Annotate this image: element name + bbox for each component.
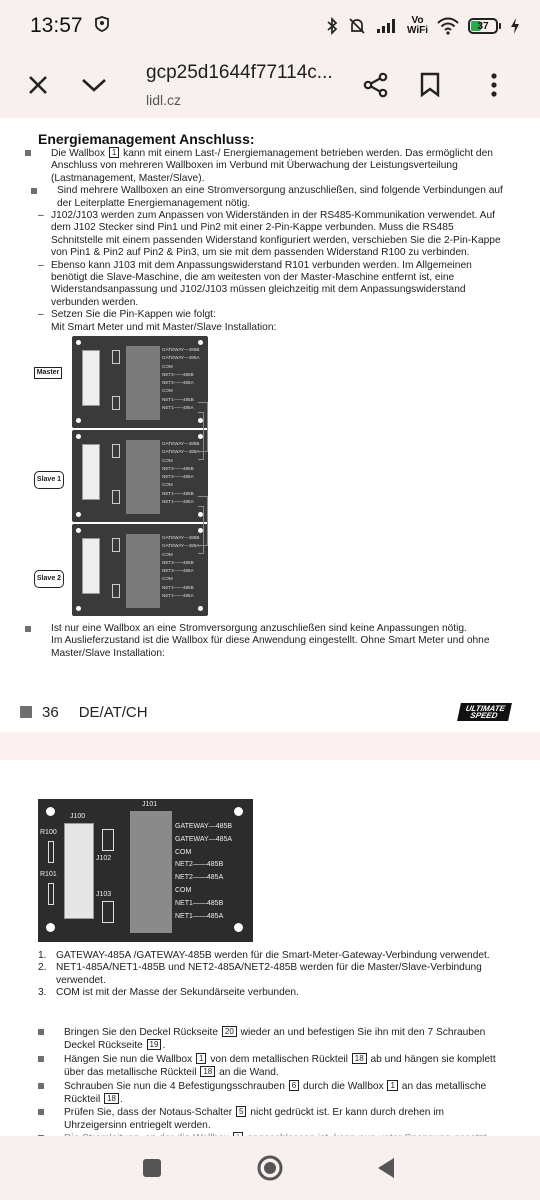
system-nav-bar	[0, 1136, 540, 1200]
footer-marker	[20, 706, 32, 718]
step-cover: Bringen Sie den Deckel Rückseite 20 wieder an und befestigen Sie ihn mit den 7 Schrauben Deckel Rückseite 19 .	[51, 1026, 508, 1053]
term: COM	[162, 363, 173, 369]
term: GATEWAY—485B	[175, 823, 233, 830]
close-icon	[26, 73, 50, 97]
term: GATEWAY—485A	[175, 835, 233, 843]
term: GATEWAY—485A	[162, 449, 200, 455]
list-item	[38, 950, 508, 962]
term: NET1——485B	[162, 490, 194, 496]
home-circle-icon	[256, 1154, 284, 1182]
board-label-master: Master	[34, 367, 62, 379]
term: NET1——485A	[162, 405, 194, 411]
text: nicht gedrückt ist. Er kann durch drehen im Uhrzeigersinn entriegelt werden.	[64, 1107, 444, 1131]
wire-master-slave1-b	[198, 412, 204, 460]
page-footer	[20, 702, 520, 722]
list-text: NET1-485A/NET1-485B und NET2-485A/NET2-485B werden für die Master/Slave-Verbindung verwendet.	[56, 962, 482, 986]
master-slave-diagram	[34, 336, 224, 616]
term: COM	[175, 848, 192, 856]
recents-square-icon	[141, 1157, 163, 1179]
more-options-button[interactable]	[469, 60, 519, 110]
section-single-wallbox	[38, 623, 508, 660]
document-page-36	[0, 118, 540, 732]
term: GATEWAY—485A	[162, 543, 200, 549]
ultimate-speed-logo	[457, 703, 512, 721]
bluetooth-icon	[326, 17, 338, 35]
label-j101: J101	[142, 801, 158, 808]
term: GATEWAY—485A	[162, 355, 200, 361]
paragraph-single-wallbox: Ist nur eine Wallbox an eine Stromversorgung anzuschließen sind keine Anpassungen nötig.	[38, 623, 508, 635]
text: an die Wand.	[219, 1067, 279, 1079]
page-url: lidl.cz	[146, 92, 182, 108]
terminal-labels	[162, 440, 199, 506]
ref-number: 18	[200, 1066, 215, 1077]
paragraph-multiple-wallboxes: Sind mehrere Wallboxen an eine Stromversorgung anzuschließen, sind folgende Verbindungen auf der Leiterplatte Energiemanagement nötig.	[44, 185, 508, 210]
document-page-37	[0, 760, 540, 1136]
circuit-board-detail	[38, 799, 253, 942]
circuit-board-slave-2	[72, 524, 208, 616]
back-triangle-icon	[375, 1156, 397, 1180]
term: COM	[162, 576, 173, 582]
term: NET2——485B	[162, 559, 194, 565]
paragraph-wallbox-intro	[38, 147, 508, 185]
ref-number: 20	[222, 1026, 237, 1037]
term: COM	[175, 886, 192, 894]
term: NET2——485A	[175, 874, 224, 882]
list-text: GATEWAY-485A /GATEWAY-485B werden für die Smart-Meter-Gateway-Verbindung verwendet.	[56, 950, 490, 961]
term: NET1——485A	[162, 593, 194, 599]
share-button[interactable]	[351, 60, 401, 110]
board-label-slave-2: Slave 2	[34, 570, 64, 588]
logo-text-top: ULTIMATE	[464, 704, 506, 713]
status-bar	[0, 0, 540, 52]
ref-number: 6	[289, 1080, 299, 1091]
status-time: 13:57	[30, 14, 83, 37]
text: durch die Wallbox	[303, 1080, 384, 1092]
j101-terminal-block	[130, 811, 172, 933]
more-vert-icon	[490, 72, 498, 98]
paragraph-factory-setting: Im Auslieferzustand ist die Wallbox für diese Anwendung eingestellt. Ohne Smart Meter und ohne Master/Slave Installation:	[51, 635, 490, 659]
term: GATEWAY—485B	[162, 347, 200, 352]
term: COM	[162, 388, 173, 394]
text: von dem metallischen Rückteil	[210, 1053, 348, 1065]
recents-button[interactable]	[132, 1148, 172, 1188]
label-r101: R101	[40, 871, 57, 878]
section-energy-management	[38, 131, 508, 334]
mute-icon	[347, 17, 367, 35]
step-screws: Schrauben Sie nun die 4 Befestigungsschrauben 6 durch die Wallbox 1 an das metallische Rückteil 18 .	[51, 1080, 508, 1107]
paragraph-r101: – Ebenso kann J103 mit dem Anpassungswiderstand R101 verbunden werden. Im Allgemeinen benötigt die Slave-Maschine, die am weitesten von der Master-Maschine entfernt ist, eine Widerstandsanpassung und J102/J103 müssen gleichzeitig mit dem Anpassungswiderstand verbunden werden.	[38, 260, 508, 310]
numbered-list	[38, 950, 508, 1000]
battery-icon	[468, 18, 501, 34]
home-button[interactable]	[250, 1148, 290, 1188]
text: Die Wallbox	[51, 148, 105, 159]
term: NET1——485B	[162, 396, 194, 402]
minimize-button[interactable]	[69, 60, 119, 110]
list-item	[38, 987, 508, 999]
text: Prüfen Sie, dass der Notaus-Schalter	[64, 1107, 233, 1119]
list-number: 2.	[38, 962, 47, 974]
step-hang-wallbox	[51, 1053, 508, 1080]
wire-slave1-slave2-b	[198, 506, 204, 554]
term: NET2——485B	[175, 861, 224, 869]
j100-connector	[64, 823, 94, 919]
label-j100: J100	[70, 813, 86, 820]
wifi-icon	[437, 17, 459, 35]
text: wieder an und befestigen Sie ihn mit den 7 Schrauben Deckel Rückseite	[64, 1027, 486, 1052]
terminal-labels	[162, 534, 199, 600]
term: NET1——485B	[162, 584, 194, 590]
term: NET2——485A	[162, 474, 194, 480]
term: NET1——485B	[175, 899, 224, 907]
terminal-labels	[162, 346, 199, 412]
region-code: DE/AT/CH	[78, 703, 148, 721]
board-label-slave-1: Slave 1	[34, 471, 64, 489]
page-number: 36	[42, 703, 59, 721]
page-gap	[0, 732, 540, 760]
signal-icon	[376, 18, 398, 34]
term: NET1——485A	[175, 912, 224, 920]
close-button[interactable]	[13, 60, 63, 110]
term: GATEWAY—485B	[162, 441, 200, 446]
list-item	[38, 962, 508, 987]
term: COM	[162, 551, 173, 557]
r100-resistor	[48, 841, 54, 863]
term: NET2——485B	[162, 371, 194, 377]
text: Bringen Sie den Deckel Rückseite	[64, 1027, 219, 1038]
term: COM	[162, 457, 173, 463]
vowifi-indicator	[407, 16, 428, 36]
ref-number: 1	[109, 147, 119, 158]
term: NET2——485A	[162, 380, 194, 386]
j102-jumper	[102, 829, 114, 851]
list-number: 1.	[38, 950, 47, 961]
installation-steps	[38, 1026, 508, 1146]
bookmark-button[interactable]	[405, 60, 455, 110]
ref-number: 19	[147, 1039, 162, 1050]
page-title: gcp25d1644f77114c...	[146, 62, 333, 83]
ref-number: 5	[236, 1106, 246, 1117]
share-icon	[363, 72, 389, 98]
label-r100: R100	[40, 829, 57, 836]
battery-level: 37	[477, 20, 489, 32]
term: COM	[162, 482, 173, 488]
r101-resistor	[48, 883, 54, 905]
text: an das metallische Rückteil	[64, 1080, 487, 1106]
status-icons	[326, 16, 520, 36]
term: GATEWAY—485B	[162, 535, 200, 540]
logo-text-bottom: SPEED	[469, 711, 499, 720]
paragraph-j102-j103: – J102/J103 werden zum Anpassen von Widerständen in der RS485-Kommunikation verwendet. Auf dem J102 Stecker sind Pin1 und Pin2 mit einer 2-Pin-Kappe verbunden. Muss die RS485 Schnitstelle mit einem passenden Widerstand konfiguriert werden, verschieben Sie die 2-Pin-Kappe von Pin1 & Pin2 auf Pin2 & Pin3, um sie mit dem passenden Widerstand R100 zu verbinden.	[38, 210, 508, 260]
text: Hängen Sie nun die Wallbox	[64, 1053, 193, 1065]
term: NET1——485A	[162, 499, 194, 505]
ref-number: 18	[104, 1093, 119, 1104]
text: kann mit einem Last-/ Energiemanagement betrieben werden. Das ermöglicht den Anschluss von mehreren Wallboxen im Verbund mit Überwachung der Leistungsverteilung (Lastmanagement, Master/Slave).	[51, 148, 493, 184]
circuit-board-slave-1	[72, 430, 208, 522]
text: Schrauben Sie nun die 4 Befestigungsschrauben	[64, 1080, 285, 1092]
label-j103: J103	[96, 891, 112, 898]
list-number: 3.	[38, 987, 47, 999]
app-notification-icon	[93, 15, 111, 38]
terminal-labels	[175, 821, 232, 923]
browser-toolbar	[0, 52, 540, 118]
list-text: COM ist mit der Masse der Sekundärseite verbunden.	[56, 987, 299, 999]
page-title-block[interactable]	[146, 62, 331, 108]
text: ab und hängen sie komplett über das metallische Rückteil	[64, 1053, 496, 1079]
step-emergency-switch	[51, 1106, 508, 1132]
circuit-board-master	[72, 336, 208, 428]
vowifi-top: Vo	[411, 15, 424, 26]
back-button[interactable]	[366, 1148, 406, 1188]
chevron-down-icon	[81, 77, 107, 93]
paragraph-smart-meter: Mit Smart Meter und mit Master/Slave Installation:	[51, 321, 277, 333]
bookmark-icon	[419, 72, 441, 98]
paragraph-pin-caps: – Setzen Sie die Pin-Kappen wie folgt:	[38, 309, 508, 321]
ref-number: 1	[196, 1053, 206, 1064]
charging-icon	[510, 17, 520, 35]
term: NET2——485B	[162, 465, 194, 471]
vowifi-bottom: WiFi	[406, 25, 428, 36]
term: NET2——485A	[162, 568, 194, 574]
label-j102: J102	[96, 855, 112, 862]
section-heading: Energiemanagement Anschluss:	[38, 131, 255, 147]
j103-jumper	[102, 901, 114, 923]
ref-number: 18	[352, 1053, 367, 1064]
ref-number: 1	[387, 1080, 397, 1091]
